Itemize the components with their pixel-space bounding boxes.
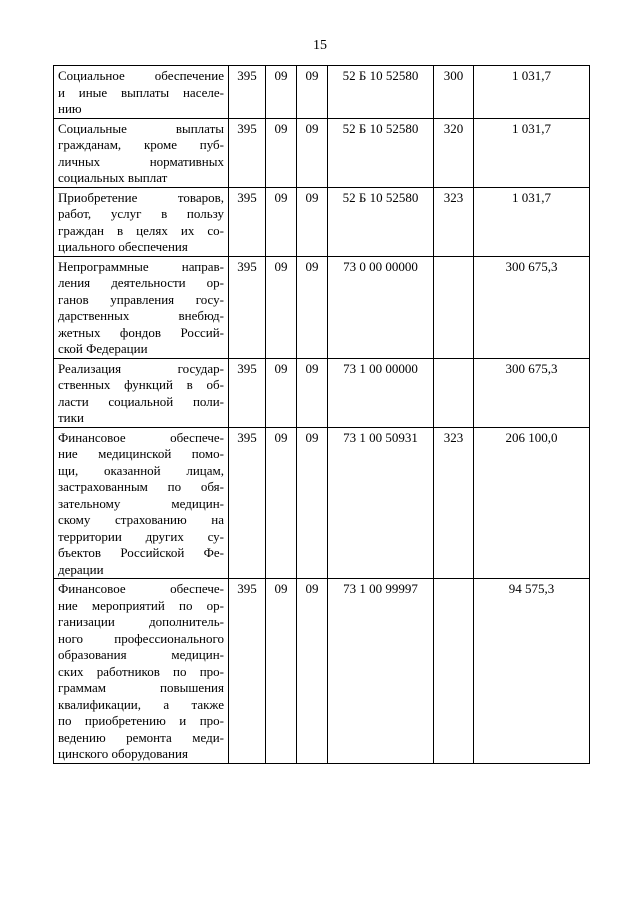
- expense-type-cell: 323: [434, 187, 474, 256]
- expense-name-line: ственных функций в об-: [58, 377, 224, 392]
- table-row: [54, 579, 590, 764]
- expense-name-line: и иные выплаты населе-: [58, 84, 224, 100]
- expense-name-line: цинского оборудования: [58, 746, 188, 761]
- expense-name-cell: [54, 427, 229, 579]
- budget-table: [53, 65, 590, 764]
- expense-name-line: Финансовое обеспече-: [58, 581, 224, 596]
- expense-name-line: ние мероприятий по ор-: [58, 597, 224, 613]
- expense-name-line: Приобретение товаров,: [58, 189, 224, 205]
- expense-type-cell: [434, 358, 474, 427]
- target-article-cell: 73 1 00 99997: [328, 579, 434, 764]
- expense-name-line: Финансовое обеспече-: [58, 429, 224, 445]
- section-cell: 09: [266, 256, 297, 358]
- amount-cell: 300 675,3: [474, 256, 590, 358]
- section-cell: 09: [266, 66, 297, 119]
- expense-name-cell: [54, 118, 229, 187]
- expense-name-line: нию: [58, 101, 82, 116]
- table-row: [54, 427, 590, 579]
- expense-name-line: Социальное обеспечение: [58, 68, 224, 83]
- expense-name-line: застрахованным по обя-: [58, 479, 224, 494]
- target-article-cell: 73 1 00 00000: [328, 358, 434, 427]
- ministry-code-cell: 395: [229, 118, 266, 187]
- expense-type-cell: 323: [434, 427, 474, 579]
- expense-name-line: граммам повышения: [58, 680, 224, 695]
- subsection-cell: 09: [297, 358, 328, 427]
- ministry-code-cell: 395: [229, 427, 266, 579]
- expense-name-line: Реализация государ-: [58, 360, 224, 376]
- expense-name-line: ской Федерации: [58, 341, 148, 356]
- expense-name-line: Непрограммные направ-: [58, 258, 224, 274]
- table-row: [54, 358, 590, 427]
- expense-name-line: Социальные выплаты: [58, 120, 224, 136]
- subsection-cell: 09: [297, 427, 328, 579]
- expense-name-line: ганов управления госу-: [58, 291, 224, 307]
- target-article-cell: 52 Б 10 52580: [328, 187, 434, 256]
- expense-name-line: ласти социальной поли-: [58, 393, 224, 409]
- expense-name-line: по приобретению и про-: [58, 713, 224, 728]
- expense-name-line: циального обеспечения: [58, 239, 188, 254]
- target-article-cell: 52 Б 10 52580: [328, 118, 434, 187]
- expense-name-line: граждан в целях их со-: [58, 222, 224, 238]
- amount-cell: 94 575,3: [474, 579, 590, 764]
- subsection-cell: 09: [297, 579, 328, 764]
- subsection-cell: 09: [297, 256, 328, 358]
- expense-name-cell: [54, 66, 229, 119]
- expense-name-cell: [54, 358, 229, 427]
- target-article-cell: 73 1 00 50931: [328, 427, 434, 579]
- ministry-code-cell: 395: [229, 187, 266, 256]
- expense-name-cell: [54, 187, 229, 256]
- expense-name-line: ного профессионального: [58, 630, 224, 646]
- ministry-code-cell: 395: [229, 579, 266, 764]
- table-body: [54, 66, 590, 764]
- page-number: 15: [313, 38, 327, 53]
- expense-name-line: зательному медицин-: [58, 495, 224, 511]
- amount-cell: 206 100,0: [474, 427, 590, 579]
- subsection-cell: 09: [297, 66, 328, 119]
- expense-type-cell: 320: [434, 118, 474, 187]
- subsection-cell: 09: [297, 118, 328, 187]
- subsection-cell: 09: [297, 187, 328, 256]
- section-cell: 09: [266, 118, 297, 187]
- amount-cell: 1 031,7: [474, 118, 590, 187]
- expense-name-line: образования медицин-: [58, 647, 224, 662]
- expense-type-cell: [434, 256, 474, 358]
- ministry-code-cell: 395: [229, 358, 266, 427]
- expense-type-cell: [434, 579, 474, 764]
- amount-cell: 1 031,7: [474, 187, 590, 256]
- expense-name-line: работ, услуг в пользу: [58, 206, 224, 221]
- expense-name-line: территории других су-: [58, 528, 224, 544]
- table-row: [54, 187, 590, 256]
- section-cell: 09: [266, 427, 297, 579]
- table-row: [54, 256, 590, 358]
- expense-name-line: ганизации дополнитель-: [58, 614, 224, 629]
- section-cell: 09: [266, 187, 297, 256]
- amount-cell: 1 031,7: [474, 66, 590, 119]
- expense-name-line: ских работников по про-: [58, 663, 224, 679]
- expense-name-line: бъектов Российской Фе-: [58, 545, 224, 560]
- expense-name-line: дерации: [58, 561, 104, 577]
- table-row: [54, 118, 590, 187]
- expense-name-line: ние медицинской помо-: [58, 446, 224, 461]
- expense-type-cell: 300: [434, 66, 474, 119]
- expense-name-line: квалификации, а также: [58, 696, 224, 712]
- expense-name-line: ведению ремонта меди-: [58, 729, 224, 745]
- table-row: [54, 66, 590, 119]
- target-article-cell: 73 0 00 00000: [328, 256, 434, 358]
- ministry-code-cell: 395: [229, 66, 266, 119]
- amount-cell: 300 675,3: [474, 358, 590, 427]
- expense-name-line: жетных фондов Россий-: [58, 324, 224, 340]
- section-cell: 09: [266, 358, 297, 427]
- expense-name-line: личных нормативных: [58, 153, 224, 169]
- expense-name-line: тики: [58, 410, 84, 425]
- expense-name-line: скому страхованию на: [58, 512, 224, 527]
- expense-name-line: дарственных внебюд-: [58, 308, 224, 323]
- section-cell: 09: [266, 579, 297, 764]
- expense-name-line: щи, оказанной лицам,: [58, 462, 224, 478]
- expense-name-cell: [54, 256, 229, 358]
- expense-name-line: социальных выплат: [58, 170, 168, 185]
- target-article-cell: 52 Б 10 52580: [328, 66, 434, 119]
- ministry-code-cell: 395: [229, 256, 266, 358]
- expense-name-cell: [54, 579, 229, 764]
- expense-name-line: гражданам, кроме пуб-: [58, 137, 224, 152]
- expense-name-line: ления деятельности ор-: [58, 275, 224, 290]
